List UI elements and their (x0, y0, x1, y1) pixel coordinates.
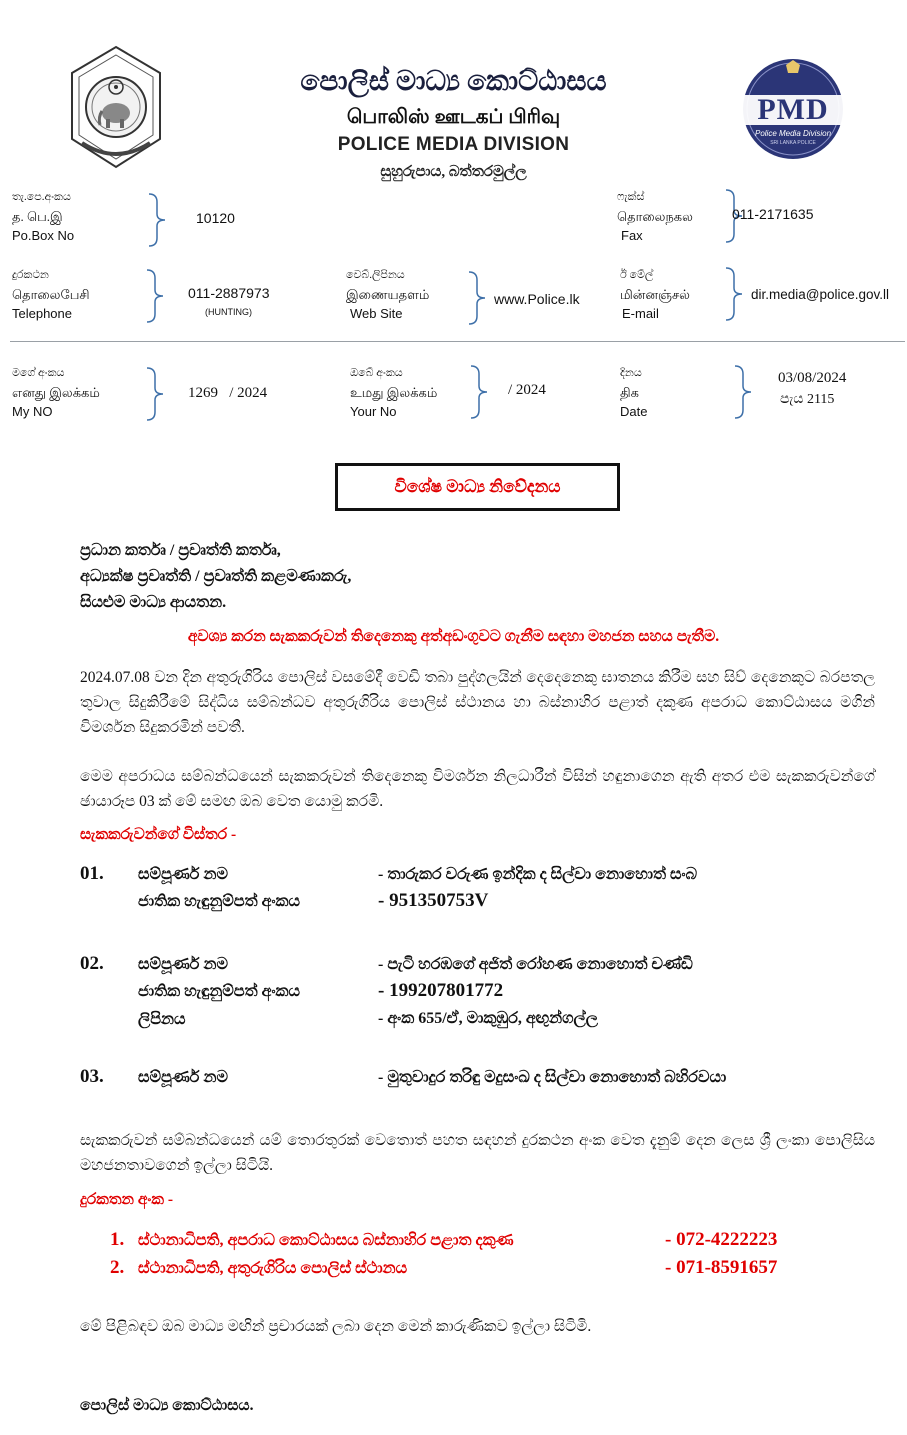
suspect-nic-label: ජාතික හැඳුනුම්පත් අංකය (138, 983, 301, 1000)
header-divider (10, 341, 905, 342)
suspect-number: 03. (80, 1066, 104, 1087)
paragraph-2: මෙම අපරාධය සම්බන්ධයෙන් සැකකරුවන් තිදෙනෙකු විමර්ශන නිලධාරීන් විසින් හඳුනාගෙන ඇති අතර එම සැකකරුවන්ගේ ඡායාරූප 03 ක් මේ සමඟ ඔබ වෙත යොමු කරමි. (80, 768, 875, 810)
fax-value: 011-2171635 (732, 206, 814, 222)
date-label: දිනය திக Date (620, 367, 648, 419)
header-address: සුහුරුපාය, බත්තරමුල්ල (380, 164, 527, 180)
telephone-value: 011-2887973 (188, 285, 270, 301)
notice-title-box: විශේෂ මාධ්‍ය නිවේදනය (335, 463, 620, 511)
pmd-logo-tagline: Police Media Division (754, 129, 832, 138)
brace-left (733, 364, 755, 425)
brace-left (145, 268, 167, 329)
paragraph-1: 2024.07.08 වන දින අතුරුගිරිය පොලිස් වසමේදී වෙඩි තබා පුද්ගලයින් දෙදෙනෙකු ඝාතනය කිරීම සහ සිව් දෙනෙකුට බරපතල තුවාල සිදුකිරීමේ සිද්ධිය සම්බන්ධව අතුරුගිරිය පොලිස් ස්ථානය හා බස්නාහිර පළාත් දකුණ අපරාධ කොට්ඨාසය මගින් විමර්ශන සිදුකරමින් පවතී. (80, 669, 875, 736)
contact-number-index: 2. (110, 1257, 125, 1278)
pobox-label: තැ.පෙ.අංකය த. பெ.இ Po.Box No (12, 191, 75, 243)
contact-label: ස්ථානාධිපති, අපරාධ කොට්ඨාසය බස්නාහිර පළාත දකුණ (138, 1232, 514, 1249)
suspect-name: - මුතුවාදුර තරිඳු මදුසංඛ ද සිල්වා නොහොත් බහිරවයා (378, 1069, 727, 1086)
suspect-name: - තාරුකර වරුණ ඉන්දික ද සිල්වා නොහොත් සංබ (378, 866, 698, 883)
pmd-logo (738, 57, 848, 162)
brace-left (724, 266, 746, 327)
suspect-name-label: සම්පූර්ණ නම (138, 1069, 228, 1086)
addressee-line: ප්‍රධාන කර්තෘ / ප්‍රවෘත්ති කර්තෘ, (80, 542, 281, 559)
your-no-label: ඔබේ අංකය உமது இலக்கம் Your No (350, 367, 438, 419)
telephone-note: (HUNTING) (205, 307, 252, 317)
suspect-number: 02. (80, 953, 104, 974)
paragraph-3: සැකකරුවන් සම්බන්ධයෙන් යම් තොරතුරක් වෙතොත් පහත සඳහන් දුරකථන අංක වෙත දැනුම් දෙන ලෙස ශ්‍රී ලංකා පොලිසිය මහජනතාවගෙන් ඉල්ලා සිටියි. (80, 1132, 875, 1174)
suspect-nic: - 951350753V (378, 890, 489, 911)
email-value[interactable]: dir.media@police.gov.ll (751, 287, 890, 302)
addressee-line: අධ්‍යක්ෂ ප්‍රවෘත්ති / ප්‍රවෘත්ති කළමණාකරු, (80, 568, 352, 585)
brace-left (147, 192, 169, 253)
brace-left (469, 364, 491, 425)
date-value: 03/08/2024 (778, 370, 847, 386)
email-label: ඊ මේල් மின்னஞ்சல் E-mail (620, 269, 690, 321)
paragraph-4: මේ පිළිබඳව ඔබ මාධ්‍ය මඟින් ප්‍රචාරයක් ලබා දෙන මෙන් කාරුණිකව ඉල්ලා සිටිමි. (80, 1318, 592, 1335)
suspect-name: - පැටි හරඹගේ අජිත් රෝහණ නොහොත් චණ්ඩි (378, 956, 693, 973)
pobox-value: 10120 (196, 210, 235, 226)
header-title-tamil: பொலிஸ் ஊடகப் பிரிவு (346, 106, 561, 128)
suspect-nic: - 199207801772 (378, 980, 504, 1001)
header-title-sinhala: පොලිස් මාධ්‍ය කොට්ඨාසය (300, 66, 607, 97)
contact-label: ස්ථානාධිපති, අතුරුගිරිය පොලිස් ස්ථානය (138, 1260, 408, 1277)
my-no-label: මගේ අංකය எனது இலக்கம் My NO (12, 367, 100, 419)
website-label: වෙබ්.ලිපිනය இணையதளம் Web Site (346, 269, 430, 321)
header-title-english: POLICE MEDIA DIVISION (337, 134, 570, 155)
suspect-address: - අංක 655/ඒ, මාකුඹුර, අඟුන්ගල්ල (378, 1010, 598, 1027)
pmd-logo-text: PMD (757, 93, 829, 126)
suspects-heading: සැකකරුවන්ගේ විස්තර - (80, 826, 237, 843)
suspect-number: 01. (80, 863, 104, 884)
your-no-value: / 2024 (508, 382, 546, 398)
addressee-block (80, 538, 351, 616)
suspect-name-label: සම්පූර්ණ නම (138, 866, 228, 883)
my-no-value: 1269 / 2024 (188, 385, 268, 401)
website-value[interactable]: www.Police.lk (494, 291, 580, 307)
subject-line: අවශ්‍ය කරන සැකකරුවන් තිදෙනෙකු අත්අඩංගුවට ගැනීම සඳහා මහජන සහය පැතීම. (187, 628, 720, 645)
fax-label: ෆැක්ස් தொலைநகல Fax (617, 191, 693, 243)
contacts-heading: දුරකතන අංක - (80, 1191, 173, 1208)
contact-phone[interactable]: - 071-8591657 (665, 1257, 778, 1278)
suspect-name-label: සම්පූර්ණ නම (138, 956, 228, 973)
time-value: පැය 2115 (780, 392, 835, 407)
suspect-address-label: ලිපිනය (138, 1011, 186, 1028)
contact-number-index: 1. (110, 1229, 125, 1250)
telephone-label: දුරකථන தொலைபேசி Telephone (12, 269, 90, 321)
contact-phone[interactable]: - 072-4222223 (665, 1229, 778, 1250)
brace-left (145, 366, 167, 427)
suspect-nic-label: ජාතික හැඳුනුම්පත් අංකය (138, 893, 301, 910)
brace-left (467, 270, 489, 331)
addressee-line: සියළුම මාධ්‍ය ආයතන. (80, 594, 227, 611)
pmd-logo-sub: SRI LANKA POLICE (770, 140, 816, 146)
signature-line: පොලිස් මාධ්‍ය කොට්ඨාසය. (80, 1397, 254, 1414)
